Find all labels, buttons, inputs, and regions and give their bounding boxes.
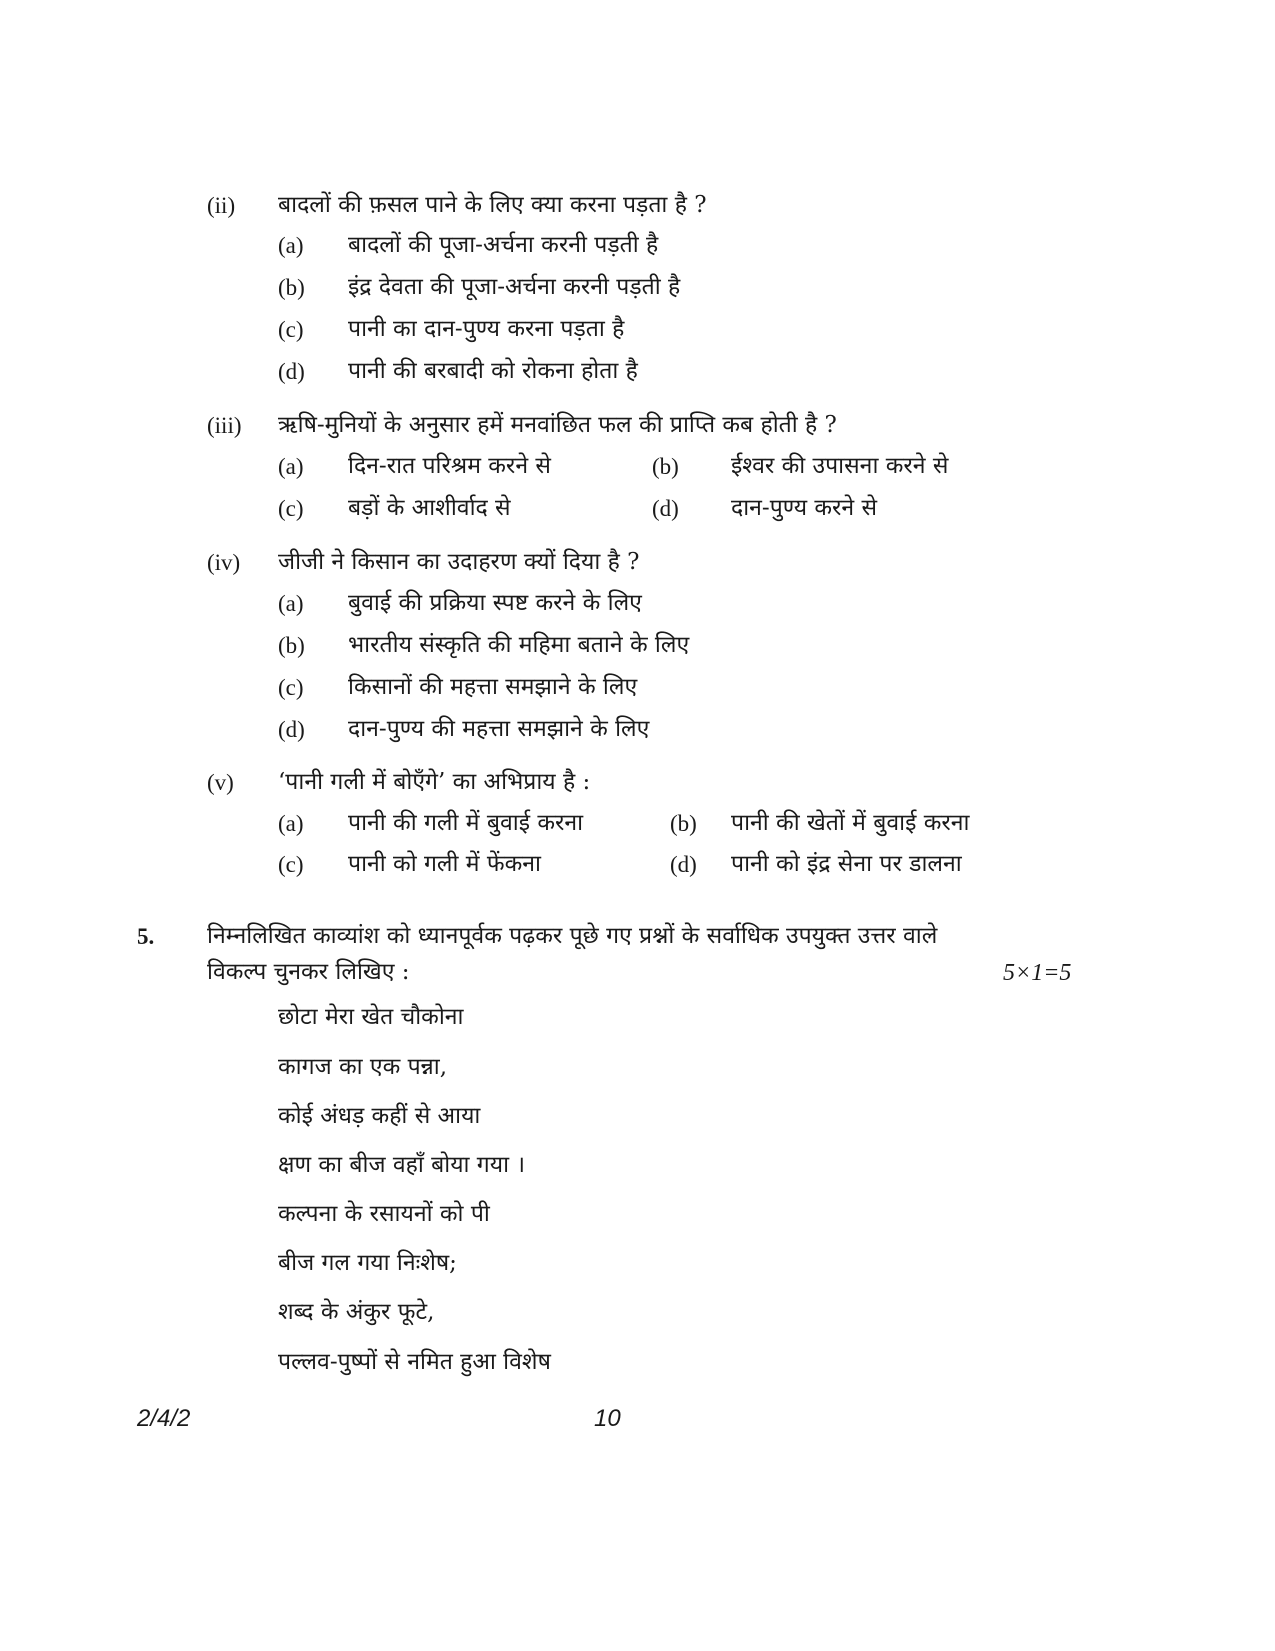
option-text: दान-पुण्य की महत्ता समझाने के लिए <box>348 716 650 742</box>
option-text: किसानों की महत्ता समझाने के लिए <box>348 674 638 700</box>
option-text: दिन-रात परिश्रम करने से <box>348 453 551 479</box>
option-text: पानी को इंद्र सेना पर डालना <box>731 851 962 877</box>
option-text: पानी को गली में फेंकना <box>348 851 541 877</box>
option-label: (d) <box>278 717 305 742</box>
poem-line: शब्द के अंकुर फूटे, <box>278 1299 435 1325</box>
marks-allocation: 5×1=5 <box>1003 960 1072 986</box>
option-label: (b) <box>278 275 305 300</box>
option-text: पानी का दान-पुण्य करना पड़ता है <box>348 316 625 342</box>
question-number: (v) <box>207 770 234 795</box>
option-label: (b) <box>652 454 679 479</box>
poem-line: कागज का एक पन्ना, <box>278 1054 448 1080</box>
poem-line: बीज गल गया निःशेष; <box>278 1250 457 1276</box>
option-text: भारतीय संस्कृति की महिमा बताने के लिए <box>348 632 690 658</box>
option-label: (c) <box>278 317 304 342</box>
question-instruction-line-2: विकल्प चुनकर लिखिए : <box>207 959 410 985</box>
poem-line: पल्लव-पुष्पों से नमित हुआ विशेष <box>278 1349 551 1375</box>
option-label: (a) <box>278 591 304 616</box>
option-label: (a) <box>278 233 304 258</box>
option-text: बुवाई की प्रक्रिया स्पष्ट करने के लिए <box>348 590 642 616</box>
option-text: बड़ों के आशीर्वाद से <box>348 495 511 521</box>
option-label: (d) <box>670 852 697 877</box>
question-text: ऋषि-मुनियों के अनुसार हमें मनवांछित फल की प्राप्ति कब होती है ? <box>278 412 837 438</box>
option-text: ईश्वर की उपासना करने से <box>731 453 949 479</box>
option-label: (d) <box>652 496 679 521</box>
option-text: इंद्र देवता की पूजा-अर्चना करनी पड़ती है <box>348 274 681 300</box>
question-number: (iii) <box>207 413 242 438</box>
question-number: (iv) <box>207 550 241 575</box>
option-text: पानी की गली में बुवाई करना <box>348 810 584 836</box>
option-label: (c) <box>278 496 304 521</box>
question-number: 5. <box>137 924 155 949</box>
poem-line: क्षण का बीज वहाँ बोया गया । <box>278 1152 526 1178</box>
poem-line: कोई अंधड़ कहीं से आया <box>278 1103 481 1129</box>
option-label: (a) <box>278 454 304 479</box>
poem-line: कल्पना के रसायनों को पी <box>278 1201 490 1227</box>
option-text: पानी की बरबादी को रोकना होता है <box>348 358 638 384</box>
question-instruction-line-1: निम्नलिखित काव्यांश को ध्यानपूर्वक पढ़कर पूछे गए प्रश्नों के सर्वाधिक उपयुक्त उत्तर वाले <box>207 923 938 949</box>
question-number: (ii) <box>207 193 236 218</box>
option-label: (c) <box>278 852 304 877</box>
question-text: ‘पानी गली में बोएँगे’ का अभिप्राय है : <box>278 769 591 795</box>
poem-line: छोटा मेरा खेत चौकोना <box>278 1004 464 1030</box>
page-number: 10 <box>594 1405 621 1432</box>
option-label: (b) <box>278 633 305 658</box>
option-label: (d) <box>278 359 305 384</box>
paper-code: 2/4/2 <box>137 1405 191 1432</box>
option-label: (b) <box>670 811 697 836</box>
question-text: जीजी ने किसान का उदाहरण क्यों दिया है ? <box>278 549 640 575</box>
option-label: (a) <box>278 811 304 836</box>
option-text: पानी की खेतों में बुवाई करना <box>731 810 970 836</box>
option-text: बादलों की पूजा-अर्चना करनी पड़ती है <box>348 232 659 258</box>
option-text: दान-पुण्य करने से <box>731 495 878 521</box>
question-text: बादलों की फ़सल पाने के लिए क्या करना पड़ता है ? <box>278 192 707 218</box>
option-label: (c) <box>278 675 304 700</box>
